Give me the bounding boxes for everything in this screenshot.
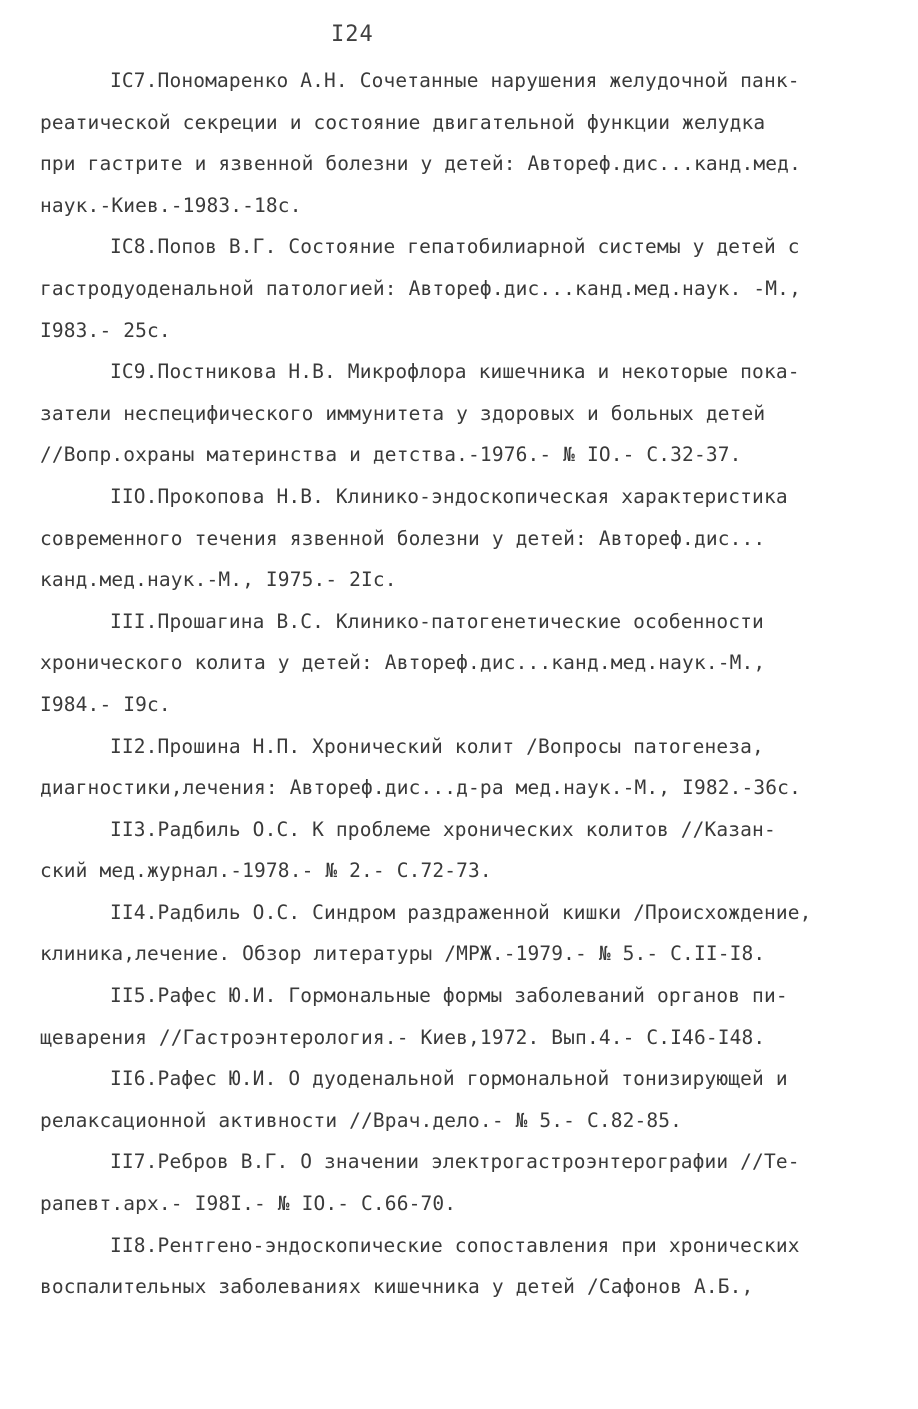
entry-line: хронического колита у детей: Автореф.дис...канд.мед.наук.-М., [40, 651, 766, 675]
entry-line: затели неспецифического иммунитета у здоровых и больных детей [40, 401, 766, 425]
entry-line: щеварения //Гастроэнтерология.- Киев,1972. Вып.4.- С.I46-I48. [40, 1025, 766, 1049]
bibliography-entry [0, 892, 918, 975]
entry-line: IC7.Пономаренко А.Н. Сочетанные нарушения желудочной панк- [110, 69, 800, 92]
entry-line: //Вопр.охраны материнства и детства.-1976.- № IO.- С.32-37. [40, 443, 742, 467]
entry-line: рапевт.арх.- I98I.- № IO.- С.66-70. [40, 1192, 457, 1216]
entry-line: диагностики,лечения: Автореф.дис...д-ра мед.наук.-М., I982.-36с. [40, 776, 801, 800]
bibliography-entry [0, 809, 918, 892]
entry-line: релаксационной активности //Врач.дело.- № 5.- С.82-85. [40, 1108, 683, 1132]
entry-line: современного течения язвенной болезни у детей: Автореф.дис... [40, 526, 766, 550]
bibliography-entry [0, 1058, 918, 1141]
bibliography-list [0, 60, 918, 1308]
entry-line: II4.Радбиль О.С. Синдром раздраженной кишки /Происхождение, [110, 900, 812, 924]
bibliography-entry [0, 1225, 918, 1308]
entry-line: I983.- 25с. [40, 318, 171, 342]
entry-line: II7.Ребров В.Г. О значении электрогастроэнтерографии //Те- [110, 1150, 800, 1174]
bibliography-entry [0, 975, 918, 1058]
entry-line: гастродуоденальной патологией: Автореф.дис...канд.мед.наук. -М., [40, 276, 801, 300]
bibliography-entry [0, 476, 918, 601]
entry-line: II3.Радбиль О.С. К проблеме хронических колитов //Казан- [110, 817, 776, 841]
entry-line: III.Прошагина В.С. Клинико-патогенетические особенности [110, 609, 764, 633]
bibliography-entry [0, 1141, 918, 1224]
page-number: I24 [331, 22, 374, 47]
bibliography-entry [0, 226, 918, 351]
bibliography-entry [0, 726, 918, 809]
entry-line: воспалительных заболеваниях кишечника у детей /Сафонов А.Б., [40, 1275, 754, 1299]
entry-line: IIO.Прокопова Н.В. Клинико-эндоскопическая характеристика [110, 484, 788, 508]
entry-line: II6.Рафес Ю.И. О дуоденальной гормональной тонизирующей и [110, 1067, 788, 1091]
entry-line: II8.Рентгено-эндоскопические сопоставления при хронических [110, 1233, 800, 1257]
bibliography-entry [0, 60, 918, 226]
bibliography-entry [0, 351, 918, 476]
entry-line: реатической секреции и состояние двигательной функции желудка [40, 110, 766, 134]
bibliography-entry [0, 601, 918, 726]
entry-line: наук.-Киев.-1983.-18с. [40, 193, 302, 217]
entry-line: IC8.Попов В.Г. Состояние гепатобилиарной системы у детей с [110, 235, 800, 259]
entry-line: ский мед.журнал.-1978.- № 2.- С.72-73. [40, 859, 492, 883]
entry-line: II2.Прошина Н.П. Хронический колит /Вопросы патогенеза, [110, 734, 764, 758]
entry-line: канд.мед.наук.-М., I975.- 2Iс. [40, 568, 397, 592]
entry-line: I984.- I9с. [40, 692, 171, 716]
entry-line: II5.Рафес Ю.И. Гормональные формы заболеваний органов пи- [110, 984, 788, 1008]
entry-line: при гастрите и язвенной болезни у детей: Автореф.дис...канд.мед. [40, 152, 801, 176]
entry-line: IC9.Постникова Н.В. Микрофлора кишечника и некоторые пока- [110, 360, 800, 384]
entry-line: клиника,лечение. Обзор литературы /МРЖ.-1979.- № 5.- С.II-I8. [40, 942, 766, 966]
